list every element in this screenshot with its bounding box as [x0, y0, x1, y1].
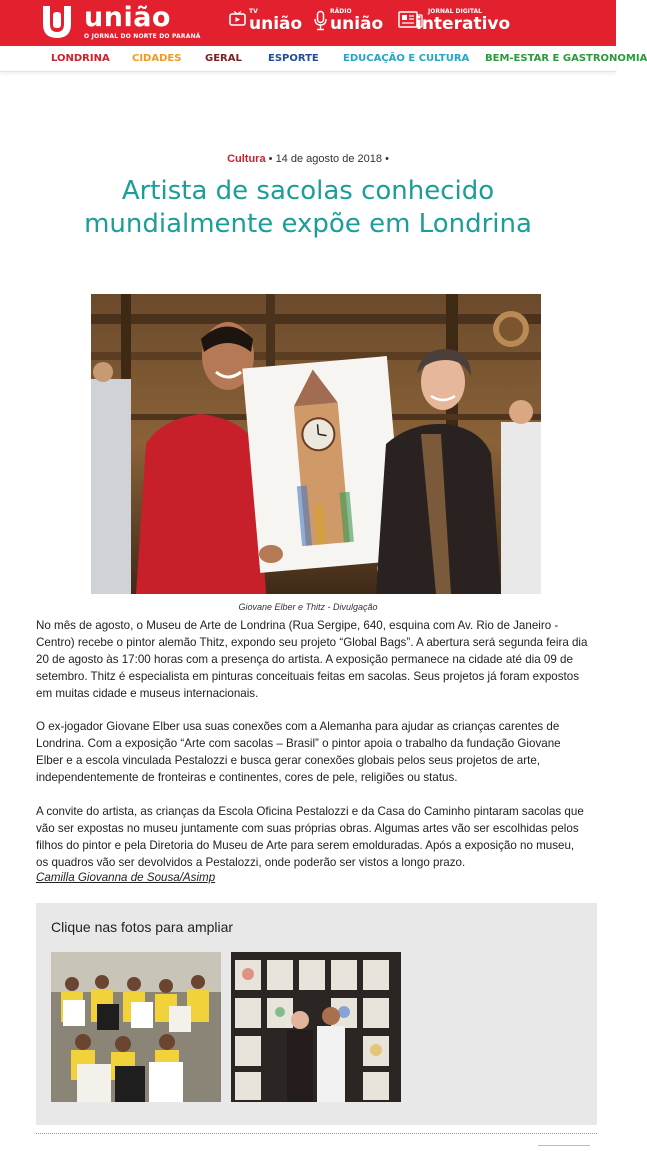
- radio-brand-name: união: [330, 14, 384, 34]
- article-meta: [0, 153, 616, 165]
- article-photo[interactable]: [91, 294, 541, 594]
- nav-item-educacao-cultura[interactable]: EDUCAÇÃO E CULTURA: [343, 53, 470, 64]
- tv-icon: [229, 11, 246, 27]
- article-paragraph: A convite do artista, as crianças da Escola Oficina Pestalozzi e da Casa do Caminho pintaram sacolas que vão ser expostas no museu juntamente com suas próprias obras. Algumas artes vão ser escolhidas pelos filhos do pintor e pela Diretoria do Museu de Arte para serem emolduradas. Após a exposição no museu, os quadros vão ser devolvidos a Pestalozzi, onde poderão ser vistos a longo prazo.: [36, 805, 584, 869]
- article-date: 14 de agosto de 2018: [275, 153, 382, 165]
- article-category[interactable]: Cultura: [227, 153, 266, 165]
- radio-brand-small: RÁDIO: [330, 8, 352, 15]
- photo-caption: Giovane Elber e Thitz - Divulgação: [238, 602, 378, 612]
- site-header: [0, 0, 616, 46]
- nav-item-esporte[interactable]: ESPORTE: [268, 53, 319, 64]
- nav-item-londrina[interactable]: LONDRINA: [51, 53, 110, 64]
- photo-gallery: [36, 903, 597, 1125]
- gallery-thumbnail[interactable]: [231, 952, 401, 1102]
- jornal-digital-link[interactable]: [398, 6, 511, 40]
- meta-separator: •: [385, 153, 389, 165]
- article-paragraph: O ex-jogador Giovane Elber usa suas conexões com a Alemanha para ajudar as crianças carentes de Londrina. Com a exposição “Arte com sacolas – Brasil” o pintor apoia o trabalho da fundação Giovane Elber e a escola vinculada Pestalozzi e busca gerar conexões globais pelos seus projetos de arte, independentemente de fronteiras e continentes, cores de pele, religiões ou status.: [36, 720, 561, 784]
- nav-item-cidades[interactable]: CIDADES: [132, 53, 182, 64]
- page-edge-element: [538, 1145, 590, 1151]
- gallery-thumbnail-image: [231, 952, 401, 1102]
- jornal-brand-small: JORNAL DIGITAL: [428, 8, 482, 15]
- meta-separator: •: [268, 153, 276, 165]
- article-author[interactable]: Camilla Giovanna de Sousa/Asimp: [36, 871, 216, 884]
- tv-brand-name: união: [249, 14, 303, 34]
- tv-uniao-link[interactable]: [229, 6, 303, 40]
- article-paragraph: No mês de agosto, o Museu de Arte de Londrina (Rua Sergipe, 640, esquina com Av. Rio de Janeiro - Centro) recebe o pintor alemão Thitz, expondo seu projeto “Global Bags”. A abertura será segunda feira dia 20 de agosto às 17:00 horas com a presença do artista. A exposição permanece na cidade até dia 09 de setembro. Thitz é especialista em pinturas conceituais feitas em sacolas. Seus projetos já foram expostos em muitas cidade e museus internacionais.: [36, 619, 588, 700]
- site-logo[interactable]: [40, 2, 201, 44]
- article-title: Artista de sacolas conhecido mundialmente expõe em Londrina: [84, 176, 532, 239]
- logo-tagline: O JORNAL DO NORTE DO PARANÁ: [84, 33, 201, 40]
- jornal-brand-name: interativo: [416, 14, 511, 34]
- gallery-title: Clique nas fotos para ampliar: [51, 919, 234, 935]
- uniao-logo-icon: [40, 4, 74, 40]
- nav-item-geral[interactable]: GERAL: [205, 53, 242, 64]
- logo-wordmark: união: [84, 2, 171, 33]
- nav-item-bem-estar-gastronomia[interactable]: BEM-ESTAR E GASTRONOMIA: [485, 53, 647, 64]
- radio-uniao-link[interactable]: [314, 6, 384, 40]
- gallery-thumbnail-image: [51, 952, 221, 1102]
- article-photo-illustration: [91, 294, 541, 594]
- microphone-icon: [314, 11, 327, 31]
- gallery-thumbnail[interactable]: [51, 952, 221, 1102]
- category-nav: [0, 46, 647, 72]
- section-divider: [36, 1133, 597, 1134]
- tv-brand-small: TV: [249, 8, 258, 15]
